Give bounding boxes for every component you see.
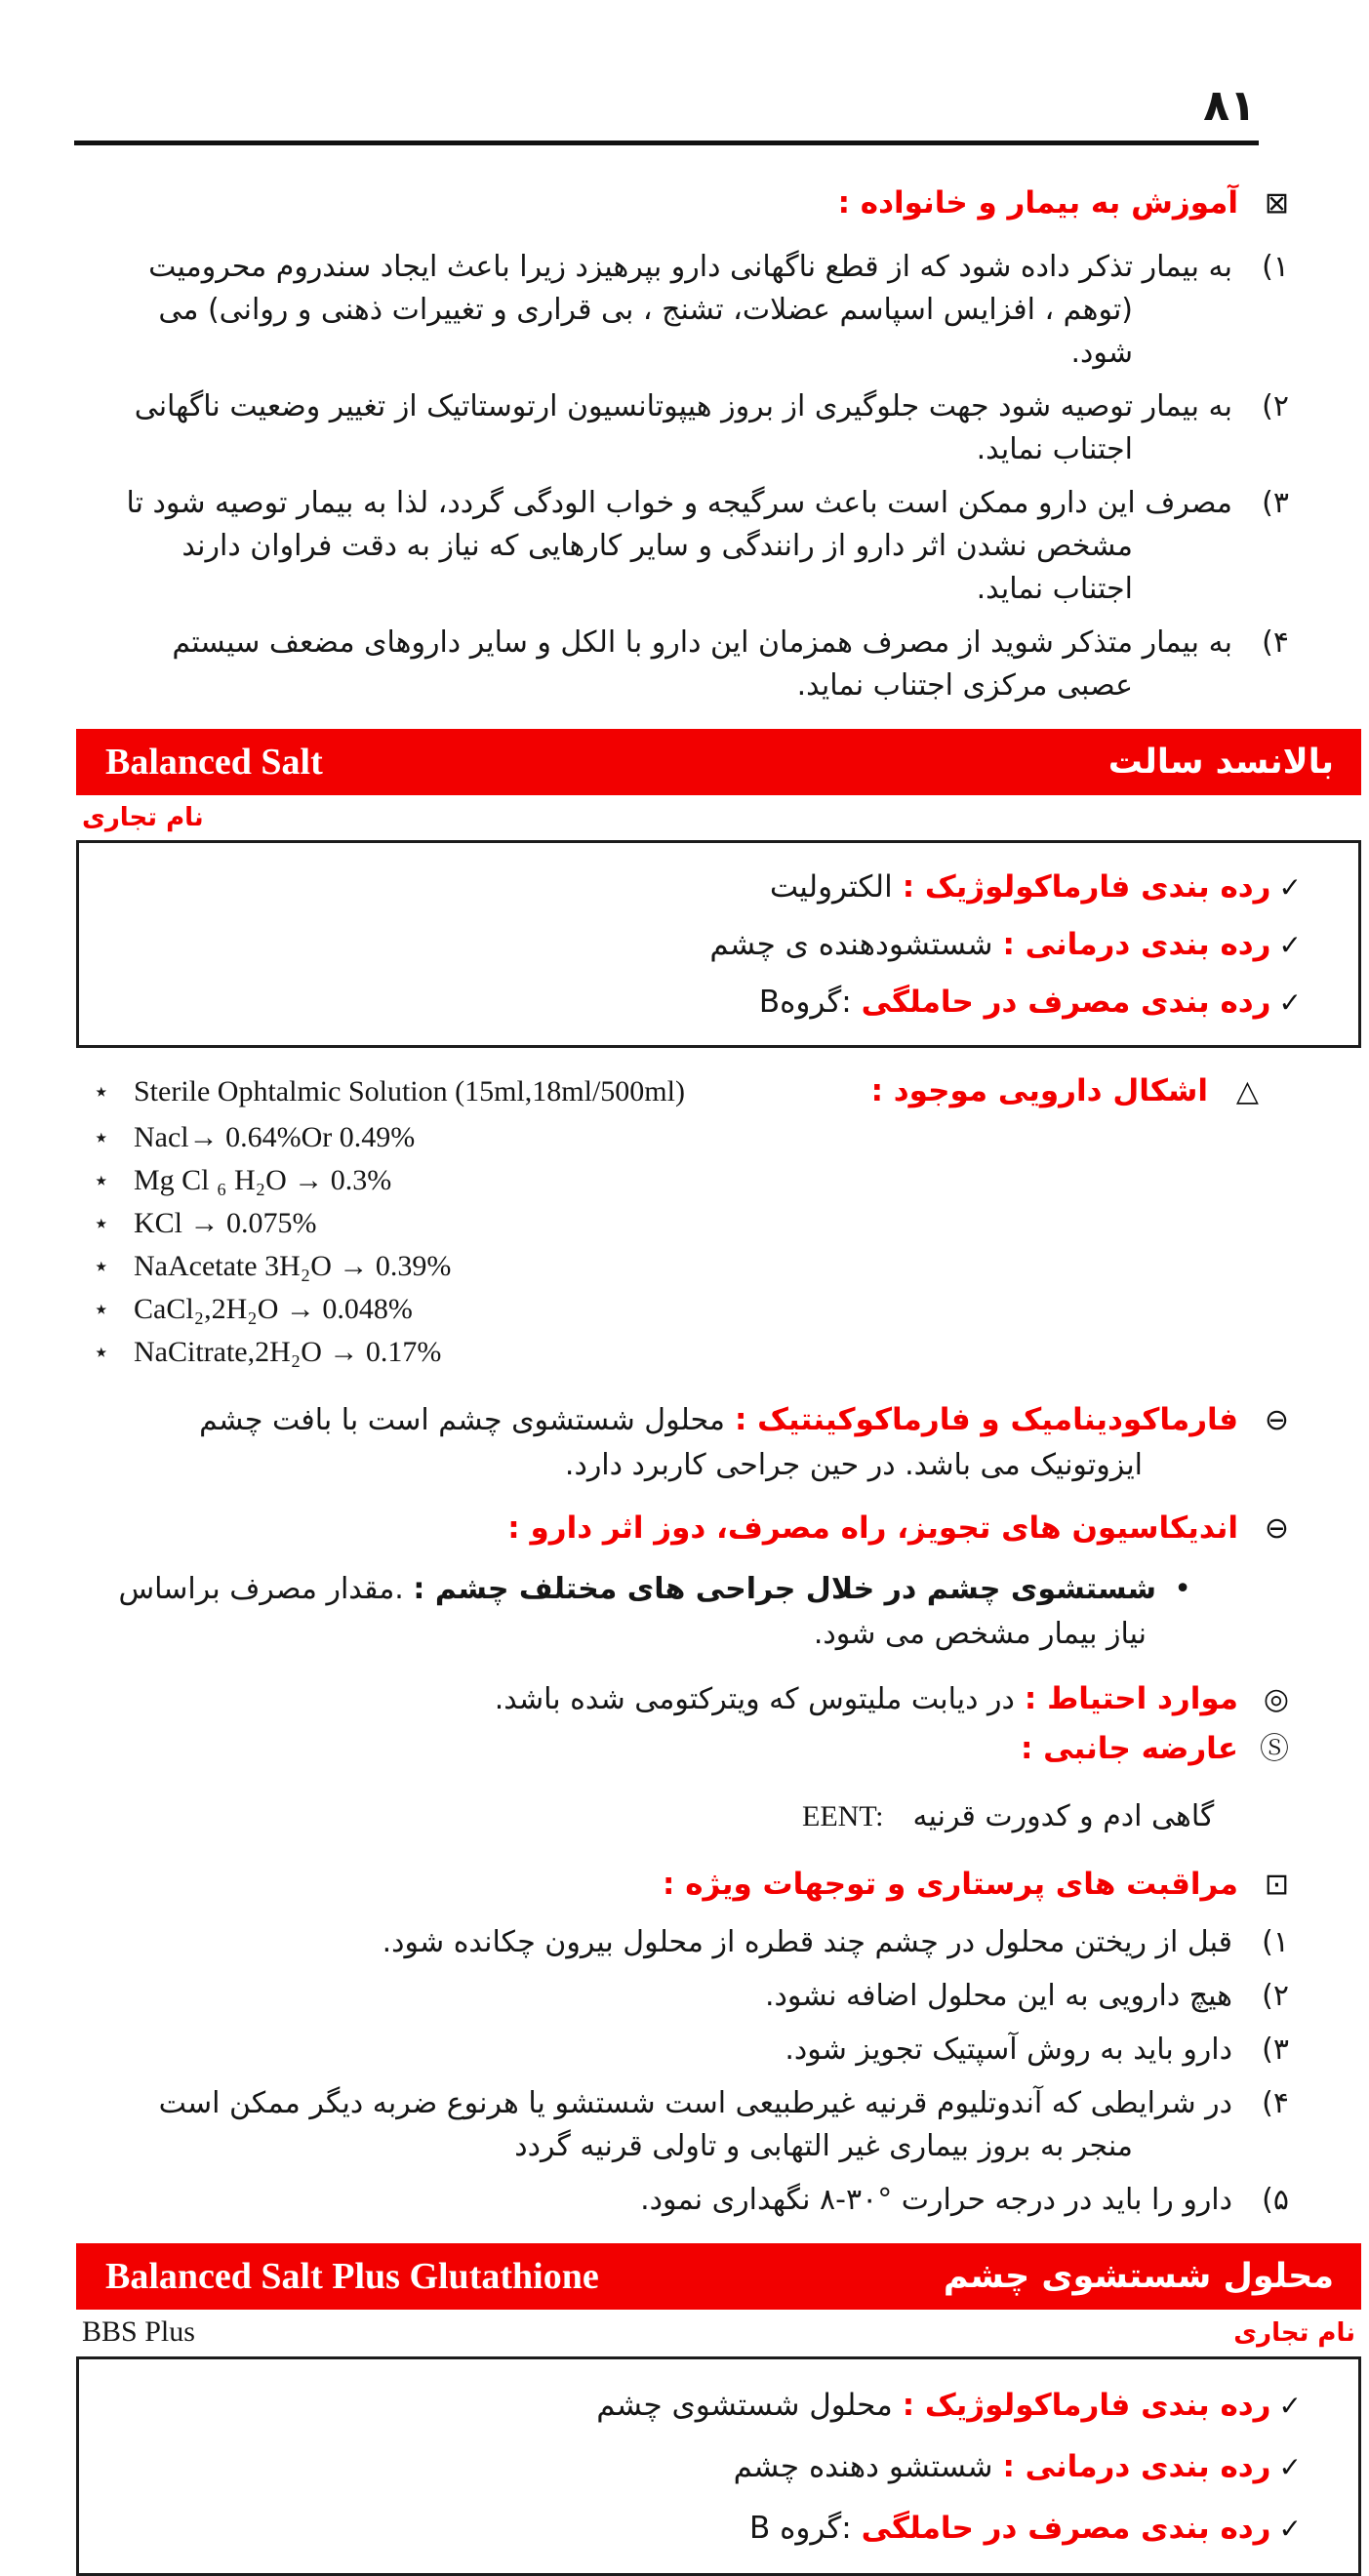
bullet-icon: • [1174, 1572, 1191, 1606]
classification-label: رده بندی درمانی : [1002, 2449, 1271, 2484]
composition-text: NaAcetate 3H₂O → 0.39% [134, 1250, 452, 1282]
section-education [110, 181, 1289, 707]
composition-item [93, 1245, 1259, 1288]
list-item [110, 482, 1289, 611]
check-icon: ✓ [1278, 871, 1302, 904]
classification-row [99, 2436, 1302, 2498]
classification-value: محلول شستشوی چشم [596, 2388, 893, 2423]
trade-name-row [82, 2315, 1355, 2349]
composition-text: CaCl₂,2H₂O → 0.048% [134, 1293, 413, 1325]
composition-text: Mg Cl ₆ H₂O → 0.3% [134, 1164, 392, 1196]
list-item-text: در شرایطی که آندوتلیوم قرنیه غیرطبیعی است شستشو یا هرنوع ضربه دیگر ممکن است منجر به بروز بیماری غیر التهابی و تاولی قرنیه گردد [158, 2086, 1232, 2163]
list-item-number: ۲) [1262, 1979, 1289, 2013]
section-title: آموزش به بیمار و خانواده : [837, 185, 1238, 221]
indication-text: .مقدار مصرف براساس نیاز بیمار مشخص می شود. [118, 1572, 1147, 1651]
list-item-text: به بیمار تذکر داده شود که از قطع ناگهانی دارو بپرهیزد زیرا باعث ایجاد سندروم محرومیت (توهم ، افزایس اسپاسم عضلات، تشنج ، بی قراری و تغییرات ذهنی و روانی) می شود. [148, 250, 1232, 370]
classification-label: رده بندی مصرف در حاملگی [861, 2511, 1271, 2546]
classification-row [99, 2375, 1302, 2436]
drug-banner [76, 2243, 1361, 2310]
classification-value: شستشو دهنده چشم [733, 2449, 993, 2484]
section-education-heading [110, 181, 1289, 226]
star-icon: ⋆ [93, 1336, 110, 1368]
star-icon: ⋆ [93, 1121, 110, 1153]
classification-row [99, 859, 1302, 916]
composition-text: KCl → 0.075% [134, 1207, 317, 1239]
section-title: فارماکودینامیک و فارماکوکینتیک : [734, 1402, 1238, 1437]
section-text: در دیابت ملیتوس که ویترکتومی شده باشد. [494, 1682, 1015, 1716]
header-rule [74, 141, 1259, 145]
list-item-number: ۳) [1262, 2033, 1289, 2067]
section-title: عارضه جانبی : [1020, 1731, 1238, 1766]
indication-item [110, 1567, 1289, 1657]
star-icon: ⋆ [93, 1075, 110, 1107]
section-side-effects-heading [110, 1726, 1289, 1772]
boxed-dot-icon: ⊡ [1264, 1868, 1289, 1902]
star-icon: ⋆ [93, 1293, 110, 1325]
list-item-number: ۱) [1262, 250, 1289, 284]
list-item [110, 622, 1289, 707]
check-icon: ✓ [1278, 929, 1302, 961]
drug-name-persian: محلول شستشوی چشم [943, 2257, 1334, 2296]
section-heading [110, 1506, 1289, 1551]
drug-name-english: Balanced Salt Plus Glutathione [105, 2256, 599, 2297]
dosage-form-text: Sterile Ophtalmic Solution (15ml,18ml/500ml) [134, 1075, 685, 1107]
check-icon: ✓ [1278, 2513, 1302, 2545]
classification-row [99, 2498, 1302, 2559]
section-heading [871, 1073, 1259, 1108]
classification-value: الکترولیت [769, 869, 893, 905]
list-item-number: ۴) [1262, 625, 1289, 660]
trade-name-row [82, 803, 1361, 832]
section-title: مراقبت های پرستاری و توجهات ویژه : [663, 1867, 1238, 1902]
star-icon: ⋆ [93, 1207, 110, 1239]
classification-box [76, 2356, 1361, 2576]
section-indications [110, 1506, 1289, 1657]
star-icon: ⋆ [93, 1250, 110, 1282]
section-precautions [110, 1676, 1289, 1772]
section-title: اشکال دارویی موجود : [870, 1073, 1208, 1108]
circled-minus-icon: ⊖ [1264, 1511, 1289, 1546]
list-item [110, 2029, 1289, 2072]
dosage-form-item [93, 1075, 685, 1108]
circled-s-icon: Ⓢ [1260, 1732, 1289, 1766]
classification-label: رده بندی مصرف در حاملگی [861, 985, 1271, 1020]
classification-row [99, 916, 1302, 974]
list-item [110, 385, 1289, 471]
classification-label: رده بندی فارماکولوژیک : [902, 869, 1271, 905]
list-item-number: ۴) [1262, 2086, 1289, 2120]
classification-value: :گروهB [758, 985, 852, 1020]
composition-item [93, 1331, 1259, 1374]
classification-value: شستشودهنده ی چشم [709, 927, 993, 962]
list-item-text: هیچ دارویی به این محلول اضافه نشود. [765, 1979, 1232, 2013]
education-list [110, 246, 1289, 707]
circled-minus-icon: ⊖ [1264, 1403, 1289, 1437]
composition-list [93, 1116, 1259, 1374]
section-body [110, 1397, 1289, 1488]
section-title: اندیکاسیون های تجویز، راه مصرف، دوز اثر دارو : [507, 1510, 1238, 1546]
drug-name-persian: بالانسد سالت [1107, 743, 1334, 782]
drug-name-english: Balanced Salt [105, 742, 323, 783]
classification-box [76, 840, 1361, 1048]
list-item-text: به بیمار متذکر شوید از مصرف همزمان این دارو با الکل و سایر داروهای مضعف سیستم عصبی مرکزی اجتناب نماید. [172, 625, 1232, 703]
composition-item [93, 1159, 1259, 1202]
list-item [110, 246, 1289, 375]
eent-text: گاهی ادم و کدورت قرنیه [912, 1799, 1215, 1833]
check-icon: ✓ [1278, 986, 1302, 1019]
list-item [110, 1975, 1289, 2018]
trade-name-label: نام تجاری [1233, 2318, 1355, 2348]
list-item-text: دارو را باید در درجه حرارت °۳۰-۸ نگهداری نمود. [640, 2183, 1232, 2217]
star-icon: ⋆ [93, 1164, 110, 1196]
trade-name-label: نام تجاری [82, 803, 204, 832]
section-title: موارد احتیاط : [1024, 1681, 1238, 1716]
list-item-text: دارو باید به روش آسپتیک تجویز شود. [785, 2033, 1232, 2067]
list-item [110, 1921, 1289, 1964]
page-number: ۸۱ [1203, 81, 1256, 131]
drug-banner [76, 729, 1361, 795]
indication-label: شستشوی چشم در خلال جراحی های مختلف چشم : [413, 1572, 1156, 1606]
composition-item [93, 1288, 1259, 1331]
check-icon: ✓ [1278, 2451, 1302, 2483]
check-icon: ✓ [1278, 2390, 1302, 2422]
circled-dot-icon: ◎ [1263, 1682, 1289, 1716]
section-heading [110, 1862, 1289, 1908]
section-body [110, 1676, 1289, 1722]
classification-label: رده بندی فارماکولوژیک : [902, 2388, 1271, 2423]
composition-item [93, 1202, 1259, 1245]
section-pharmacology [110, 1397, 1289, 1488]
composition-text: Nacl→ 0.64%Or 0.49% [134, 1121, 416, 1153]
composition-item [93, 1116, 1259, 1159]
list-item [110, 2082, 1289, 2168]
triangle-icon: △ [1235, 1074, 1259, 1108]
list-item-number: ۱) [1262, 1925, 1289, 1959]
composition-text: NaCitrate,2H₂O → 0.17% [134, 1336, 442, 1368]
list-item [110, 2179, 1289, 2222]
section-nursing [110, 1862, 1289, 2222]
list-item-text: قبل از ریختن محلول در چشم چند قطره از محلول بیرون چکانده شود. [382, 1925, 1232, 1959]
list-item-text: به بیمار توصیه شود جهت جلوگیری از بروز هیپوتانسیون ارتوستاتیک از تغییر وضعیت ناگهانی اجتناب نماید. [134, 389, 1232, 466]
list-item-number: ۵) [1262, 2183, 1289, 2217]
boxed-x-icon: ⊠ [1264, 186, 1289, 221]
section-dosage-forms [93, 1073, 1259, 1108]
classification-value: :گروه B [749, 2511, 852, 2546]
list-item-text: مصرف این دارو ممکن است باعث سرگیجه و خواب الودگی گردد، لذا به بیمار توصیه شود تا مشخص نشدن اثر دارو از رانندگی و سایر کارهایی که نیاز به دقت فراوان دارند اجتناب نماید. [126, 486, 1232, 606]
classification-row [99, 974, 1302, 1031]
eent-label: EENT: [802, 1800, 884, 1832]
side-effect-eent-row [80, 1795, 1259, 1838]
list-item-number: ۲) [1262, 389, 1289, 423]
list-item-number: ۳) [1262, 486, 1289, 520]
trade-name: BBS Plus [82, 2315, 195, 2348]
section-text: محلول شستشوی چشم است با بافت چشم ایزوتونیک می باشد. در حین جراحی کاربرد دارد. [199, 1403, 1143, 1482]
classification-label: رده بندی درمانی : [1002, 927, 1271, 962]
nursing-list [110, 1921, 1289, 2222]
